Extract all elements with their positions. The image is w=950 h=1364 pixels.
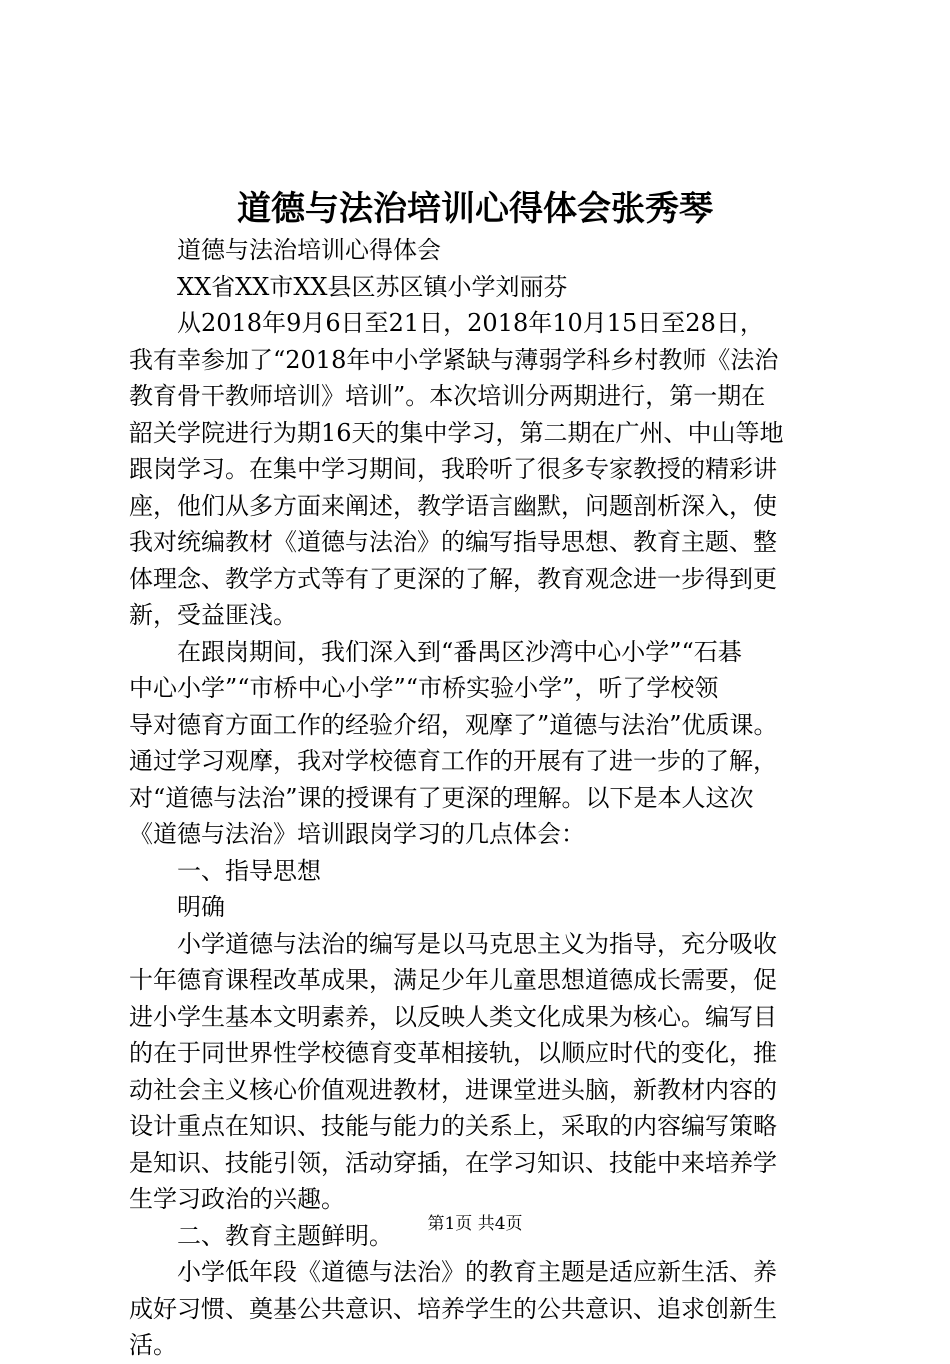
text-line: 十年德育课程改革成果，满足少年儿童思想道德成长需要，促 xyxy=(129,966,777,994)
text-line: 明确 xyxy=(177,893,225,921)
text-line: 体理念、教学方式等有了更深的了解，教育观念进一步得到更 xyxy=(129,564,777,593)
text-line: 小学道德与法治的编写是以马克思主义为指导，充分吸收 xyxy=(177,929,777,958)
text-line: 我对统编教材《道德与法治》的编写指导思想、教育主题、整 xyxy=(129,528,777,556)
text-line: 一、指导思想 xyxy=(177,856,321,885)
text-line: 道德与法治培训心得体会 xyxy=(177,236,441,264)
text-line: 设计重点在知识、技能与能力的关系上，采取的内容编写策略 xyxy=(129,1112,777,1140)
text-line: 从2018年9月6日至21日，2018年10月15日至28日， xyxy=(177,309,764,337)
text-line: 跟岗学习。在集中学习期间，我聆听了很多专家教授的精彩讲 xyxy=(129,455,777,483)
page-footer: 第1页 共4页 xyxy=(427,1214,523,1234)
document-title: 道德与法治培训心得体会张秀琴 xyxy=(237,189,713,229)
text-line: 成好习惯、奠基公共意识、培养学生的公共意识、追求创新生 xyxy=(129,1294,777,1323)
text-line: 的在于同世界性学校德育变革相接轨，以顺应时代的变化，推 xyxy=(129,1039,777,1067)
text-line: 活。 xyxy=(129,1331,177,1359)
text-line: 进小学生基本文明素养，以反映人类文化成果为核心。编写目 xyxy=(129,1002,777,1031)
text-line: 生学习政治的兴趣。 xyxy=(129,1185,345,1213)
text-line: XX省XX市XX县区苏区镇小学刘丽芬 xyxy=(177,272,568,301)
text-line: 韶关学院进行为期16天的集中学习，第二期在广州、中山等地 xyxy=(129,418,784,447)
document-body xyxy=(129,232,829,1364)
text-line: 通过学习观摩，我对学校德育工作的开展有了进一步的了解， xyxy=(129,747,777,775)
text-line: 对“道德与法治”课的授课有了更深的理解。以下是本人这次 xyxy=(129,783,754,812)
text-line: 二、教育主题鲜明。 xyxy=(177,1221,393,1250)
text-line: 是知识、技能引领，活动穿插，在学习知识、技能中来培养学 xyxy=(129,1148,777,1177)
text-line: 《道德与法治》培训跟岗学习的几点体会： xyxy=(129,820,585,848)
text-line: 导对德育方面工作的经验介绍，观摩了”道德与法治”优质课。 xyxy=(129,710,778,739)
text-line: 小学低年段《道德与法治》的教育主题是适应新生活、养 xyxy=(177,1258,777,1286)
text-line: 中心小学”“市桥中心小学”“市桥实验小学”，听了学校领 xyxy=(129,674,719,702)
text-line: 动社会主义核心价值观进教材，进课堂进头脑，新教材内容的 xyxy=(129,1075,777,1104)
text-line: 在跟岗期间，我们深入到“番禺区沙湾中心小学”“石碁 xyxy=(177,637,742,666)
text-line: 新，受益匪浅。 xyxy=(129,601,297,629)
text-line: 我有幸参加了“2018年中小学紧缺与薄弱学科乡村教师《法治 xyxy=(129,345,779,374)
text-line: 教育骨干教师培训》培训”。本次培训分两期进行，第一期在 xyxy=(129,382,766,410)
text-line: 座，他们从多方面来阐述，教学语言幽默，问题剖析深入，使 xyxy=(129,491,777,520)
